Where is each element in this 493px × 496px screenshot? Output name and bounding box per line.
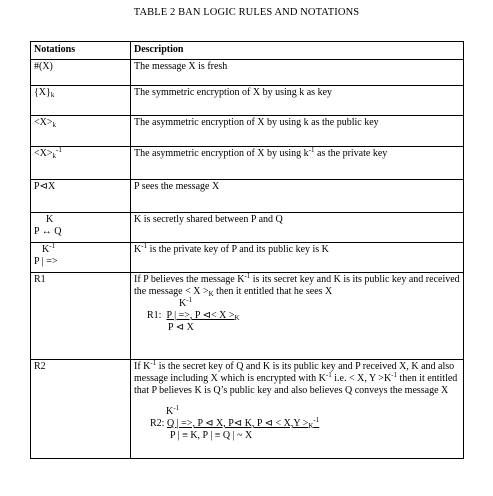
key-letter: K — [179, 298, 187, 309]
notation-cell — [31, 86, 131, 116]
table-row — [31, 180, 464, 213]
notation-key — [34, 244, 127, 256]
key-superscript: -1 — [186, 296, 193, 304]
notation-subscript: k — [52, 121, 57, 129]
rule-text: then it entitled that P believes K is Q’s public key and also believes Q conveys the message X — [134, 373, 458, 396]
rule-superscript: -1 — [325, 371, 332, 379]
rule-key — [134, 298, 460, 310]
rule-name: R1: — [147, 310, 162, 321]
table-row — [31, 60, 464, 86]
rule-superscript: -1 — [244, 272, 251, 280]
premise-subscript: K — [234, 314, 240, 322]
premise-text: P | =>, P ⊲< X > — [166, 310, 235, 321]
notation-text: {X} — [34, 87, 51, 98]
rule-text: i.e. < X, Y >K — [331, 373, 392, 384]
rule-text: then it entitled that he sees X — [213, 286, 333, 297]
table-caption: TABLE 2 BAN LOGIC RULES AND NOTATIONS — [133, 7, 360, 18]
rule-premise-line — [134, 418, 319, 429]
notation-text: P | => — [34, 256, 58, 267]
table-row-r1 — [31, 273, 464, 360]
key-superscript: -1 — [49, 242, 56, 250]
premise-subscript: K — [308, 422, 314, 430]
header-notations: Notations — [31, 42, 131, 60]
description-cell — [131, 243, 464, 273]
notation-subscript: k — [50, 91, 55, 99]
description-text: as the private key — [314, 148, 388, 159]
notation-text: P ↔ Q — [34, 226, 62, 237]
notation-cell — [31, 243, 131, 273]
description-cell: K is secretly shared between P and Q — [131, 213, 464, 243]
description-text: is the private key of P and its public key is K — [147, 244, 329, 255]
notation-cell: #(X) — [31, 60, 131, 86]
notation-superscript: -1 — [56, 146, 62, 154]
notation-cell — [31, 116, 131, 147]
rule-premise — [166, 310, 239, 321]
description-text: The asymmetric encryption of X by using k — [134, 148, 309, 159]
table-row — [31, 116, 464, 147]
table-row — [31, 147, 464, 180]
notation-cell: P⊲X — [31, 180, 131, 213]
description-cell: The asymmetric encryption of X by using k as the public key — [131, 116, 464, 147]
key-letter: K — [42, 244, 50, 255]
header-description: Description — [131, 42, 464, 60]
rule-label: R1 — [31, 273, 131, 360]
rule-label: R2 — [31, 360, 131, 459]
rule-description — [131, 273, 464, 360]
premise-superscript: -1 — [313, 416, 320, 424]
table-row-r2 — [31, 360, 464, 459]
table-row — [31, 86, 464, 116]
premise-text: Q | =>, P ⊲ X, P⊲ K, P ⊲ < X,Y > — [166, 418, 309, 429]
description-cell: The symmetric encryption of X by using k as key — [131, 86, 464, 116]
rule-name: R2: — [150, 418, 165, 429]
notation-cell — [31, 147, 131, 180]
rule-conclusion: P ⊲ X — [168, 322, 194, 333]
description-key: K — [134, 244, 142, 255]
key-letter: K — [166, 406, 174, 417]
notation-subscript: k — [52, 152, 57, 160]
notation-key: K — [46, 214, 54, 225]
description-cell: P sees the message X — [131, 180, 464, 213]
rule-subscript: K — [208, 290, 214, 298]
description-superscript: -1 — [141, 242, 148, 250]
rule-superscript: -1 — [391, 371, 398, 379]
description-cell: The message X is fresh — [131, 60, 464, 86]
rule-key — [134, 406, 460, 418]
rule-premise — [167, 418, 319, 429]
rule-conclusion: P | ≡ K, P | ≡ Q | ~ X — [170, 430, 253, 441]
rule-premise-line — [134, 310, 240, 321]
table-row — [31, 213, 464, 243]
notation-cell — [31, 213, 131, 243]
rule-text: is the secret key of Q and K is its public key and P received X, K and also message including X which is encrypted with K — [134, 361, 455, 384]
description-superscript: -1 — [308, 146, 315, 154]
description-cell — [131, 147, 464, 180]
ban-logic-table — [30, 41, 464, 459]
rule-text: If K — [134, 361, 151, 372]
rule-superscript: -1 — [150, 359, 157, 367]
rule-text: is its secret key and K is its public key and received the message < X > — [134, 274, 460, 297]
notation-text: <X> — [34, 117, 53, 128]
notation-text: <X> — [34, 148, 53, 159]
key-superscript: -1 — [173, 404, 180, 412]
rule-description — [131, 360, 464, 459]
table-row — [31, 243, 464, 273]
rule-text: If P believes the message K — [134, 274, 245, 285]
table-header-row — [31, 42, 464, 60]
